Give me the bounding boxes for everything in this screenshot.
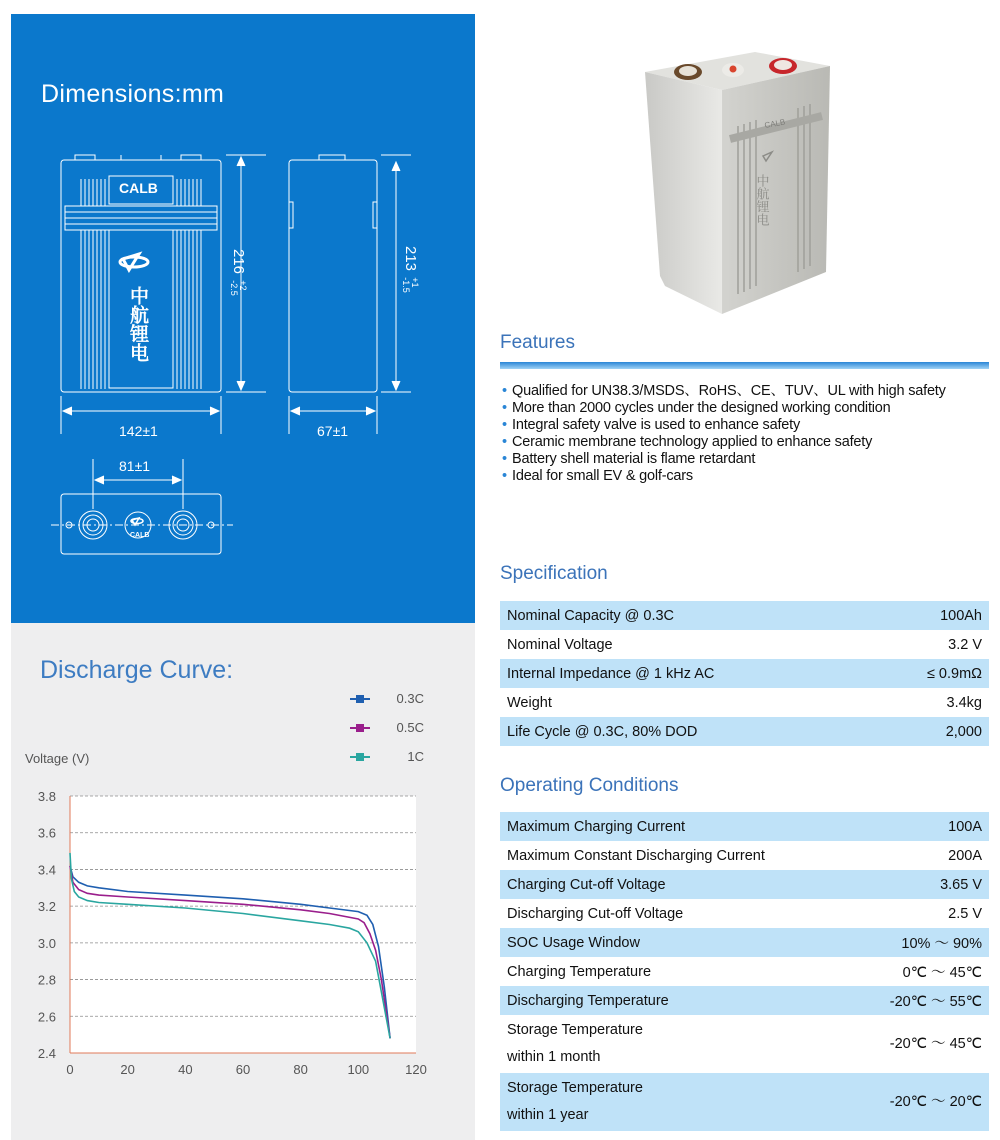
discharge-curve-title: Discharge Curve: [40, 656, 234, 684]
case-chinese-label: 中航锂电 [754, 174, 770, 226]
operating-conditions-table [500, 812, 989, 1131]
feature-item: • Ceramic membrane technology applied to enhance safety [502, 434, 994, 451]
table-row: Charging Cut-off Voltage 3.65 V [500, 870, 989, 899]
legend-item-0.3c: 0.3C [350, 691, 424, 706]
plot-area [70, 796, 416, 1053]
table-row: Maximum Constant Discharging Current 200A [507, 847, 982, 864]
legend-swatch-1c [350, 751, 370, 763]
battery-illustration [500, 14, 987, 330]
features-title: Features [500, 332, 575, 353]
features-divider [500, 362, 989, 369]
feature-item: • Ideal for small EV & golf-cars [502, 468, 994, 485]
table-row: Nominal Capacity @ 0.3C 100Ah [500, 601, 989, 630]
feature-item: • Qualified for UN38.3/MSDS、RoHS、CE、TUV、UL with high safety [502, 383, 994, 400]
dimensions-panel [11, 14, 475, 623]
table-row: SOC Usage Window 10% ～ 90% [500, 928, 989, 957]
x-tick-label: 20 [120, 1062, 135, 1077]
thickness-label: 67±1 [317, 423, 349, 439]
y-tick-label: 3.8 [37, 789, 56, 804]
x-tick-label: 60 [235, 1062, 251, 1077]
table-row: Weight 3.4kg [507, 694, 982, 711]
top-brand-label: CALB [130, 532, 150, 539]
x-tick-label: 40 [178, 1062, 193, 1077]
legend-item-0.5c: 0.5C [350, 720, 424, 735]
specification-title: Specification [500, 563, 608, 584]
table-row: Storage Temperature within 1 month -20℃ ～ 45℃ [507, 1022, 982, 1065]
y-tick-label: 2.4 [37, 1046, 56, 1061]
dimensions-title: Dimensions:mm [41, 80, 225, 108]
y-tick-label: 2.8 [37, 972, 56, 988]
y-tick-label: 3.4 [37, 862, 56, 878]
height-213-label: 213 +1 -1.5 [400, 246, 420, 293]
table-row: Discharging Cut-off Voltage 2.5 V [507, 905, 982, 922]
table-row: Maximum Charging Current 100A [500, 812, 989, 841]
height-216-label: 216 +2 -2.5 [228, 249, 248, 296]
side-view-outline [289, 160, 377, 392]
case-brand-label: CALB [763, 117, 786, 130]
product-image [500, 14, 987, 330]
discharge-curve-panel [11, 623, 475, 1140]
width-label: 142±1 [119, 423, 158, 439]
dimension-drawing [11, 14, 475, 623]
feature-item: • More than 2000 cycles under the designed working condition [502, 400, 994, 417]
feature-item: • Integral safety valve is used to enhance safety [502, 417, 994, 434]
y-tick-label: 3.0 [37, 935, 56, 951]
legend-swatch-0.3c [350, 693, 370, 705]
table-row: Internal Impedance @ 1 kHz AC ≤ 0.9mΩ [500, 659, 989, 688]
table-row: Storage Temperature within 1 year -20℃ ～ 20℃ [500, 1073, 989, 1131]
y-axis-label: Voltage (V) [25, 751, 90, 766]
front-chinese-label: 中航锂电 [127, 286, 148, 362]
features-list [502, 383, 994, 485]
x-tick-label: 120 [405, 1062, 427, 1077]
y-tick-label: 3.2 [37, 899, 56, 915]
front-brand-label: CALB [119, 180, 158, 196]
terminal-spacing-label: 81±1 [119, 458, 151, 474]
x-tick-label: 80 [293, 1062, 308, 1077]
legend-item-1c: 1C [350, 749, 424, 764]
safety-valve-icon [730, 66, 737, 73]
table-row: Nominal Voltage 3.2 V [507, 636, 982, 653]
y-tick-label: 2.6 [37, 1009, 56, 1025]
table-row: Charging Temperature 0℃ ～ 45℃ [507, 963, 982, 981]
discharge-chart [11, 783, 475, 1083]
feature-item: • Battery shell material is flame retardant [502, 451, 994, 468]
operating-conditions-title: Operating Conditions [500, 775, 679, 796]
x-tick-label: 100 [347, 1062, 370, 1077]
table-row: Discharging Temperature -20℃ ～ 55℃ [500, 986, 989, 1015]
y-tick-label: 3.6 [37, 825, 56, 841]
table-row: Life Cycle @ 0.3C, 80% DOD 2,000 [500, 717, 989, 746]
legend-swatch-0.5c [350, 722, 370, 734]
x-tick-label: 0 [66, 1062, 74, 1077]
specification-table [500, 601, 989, 746]
